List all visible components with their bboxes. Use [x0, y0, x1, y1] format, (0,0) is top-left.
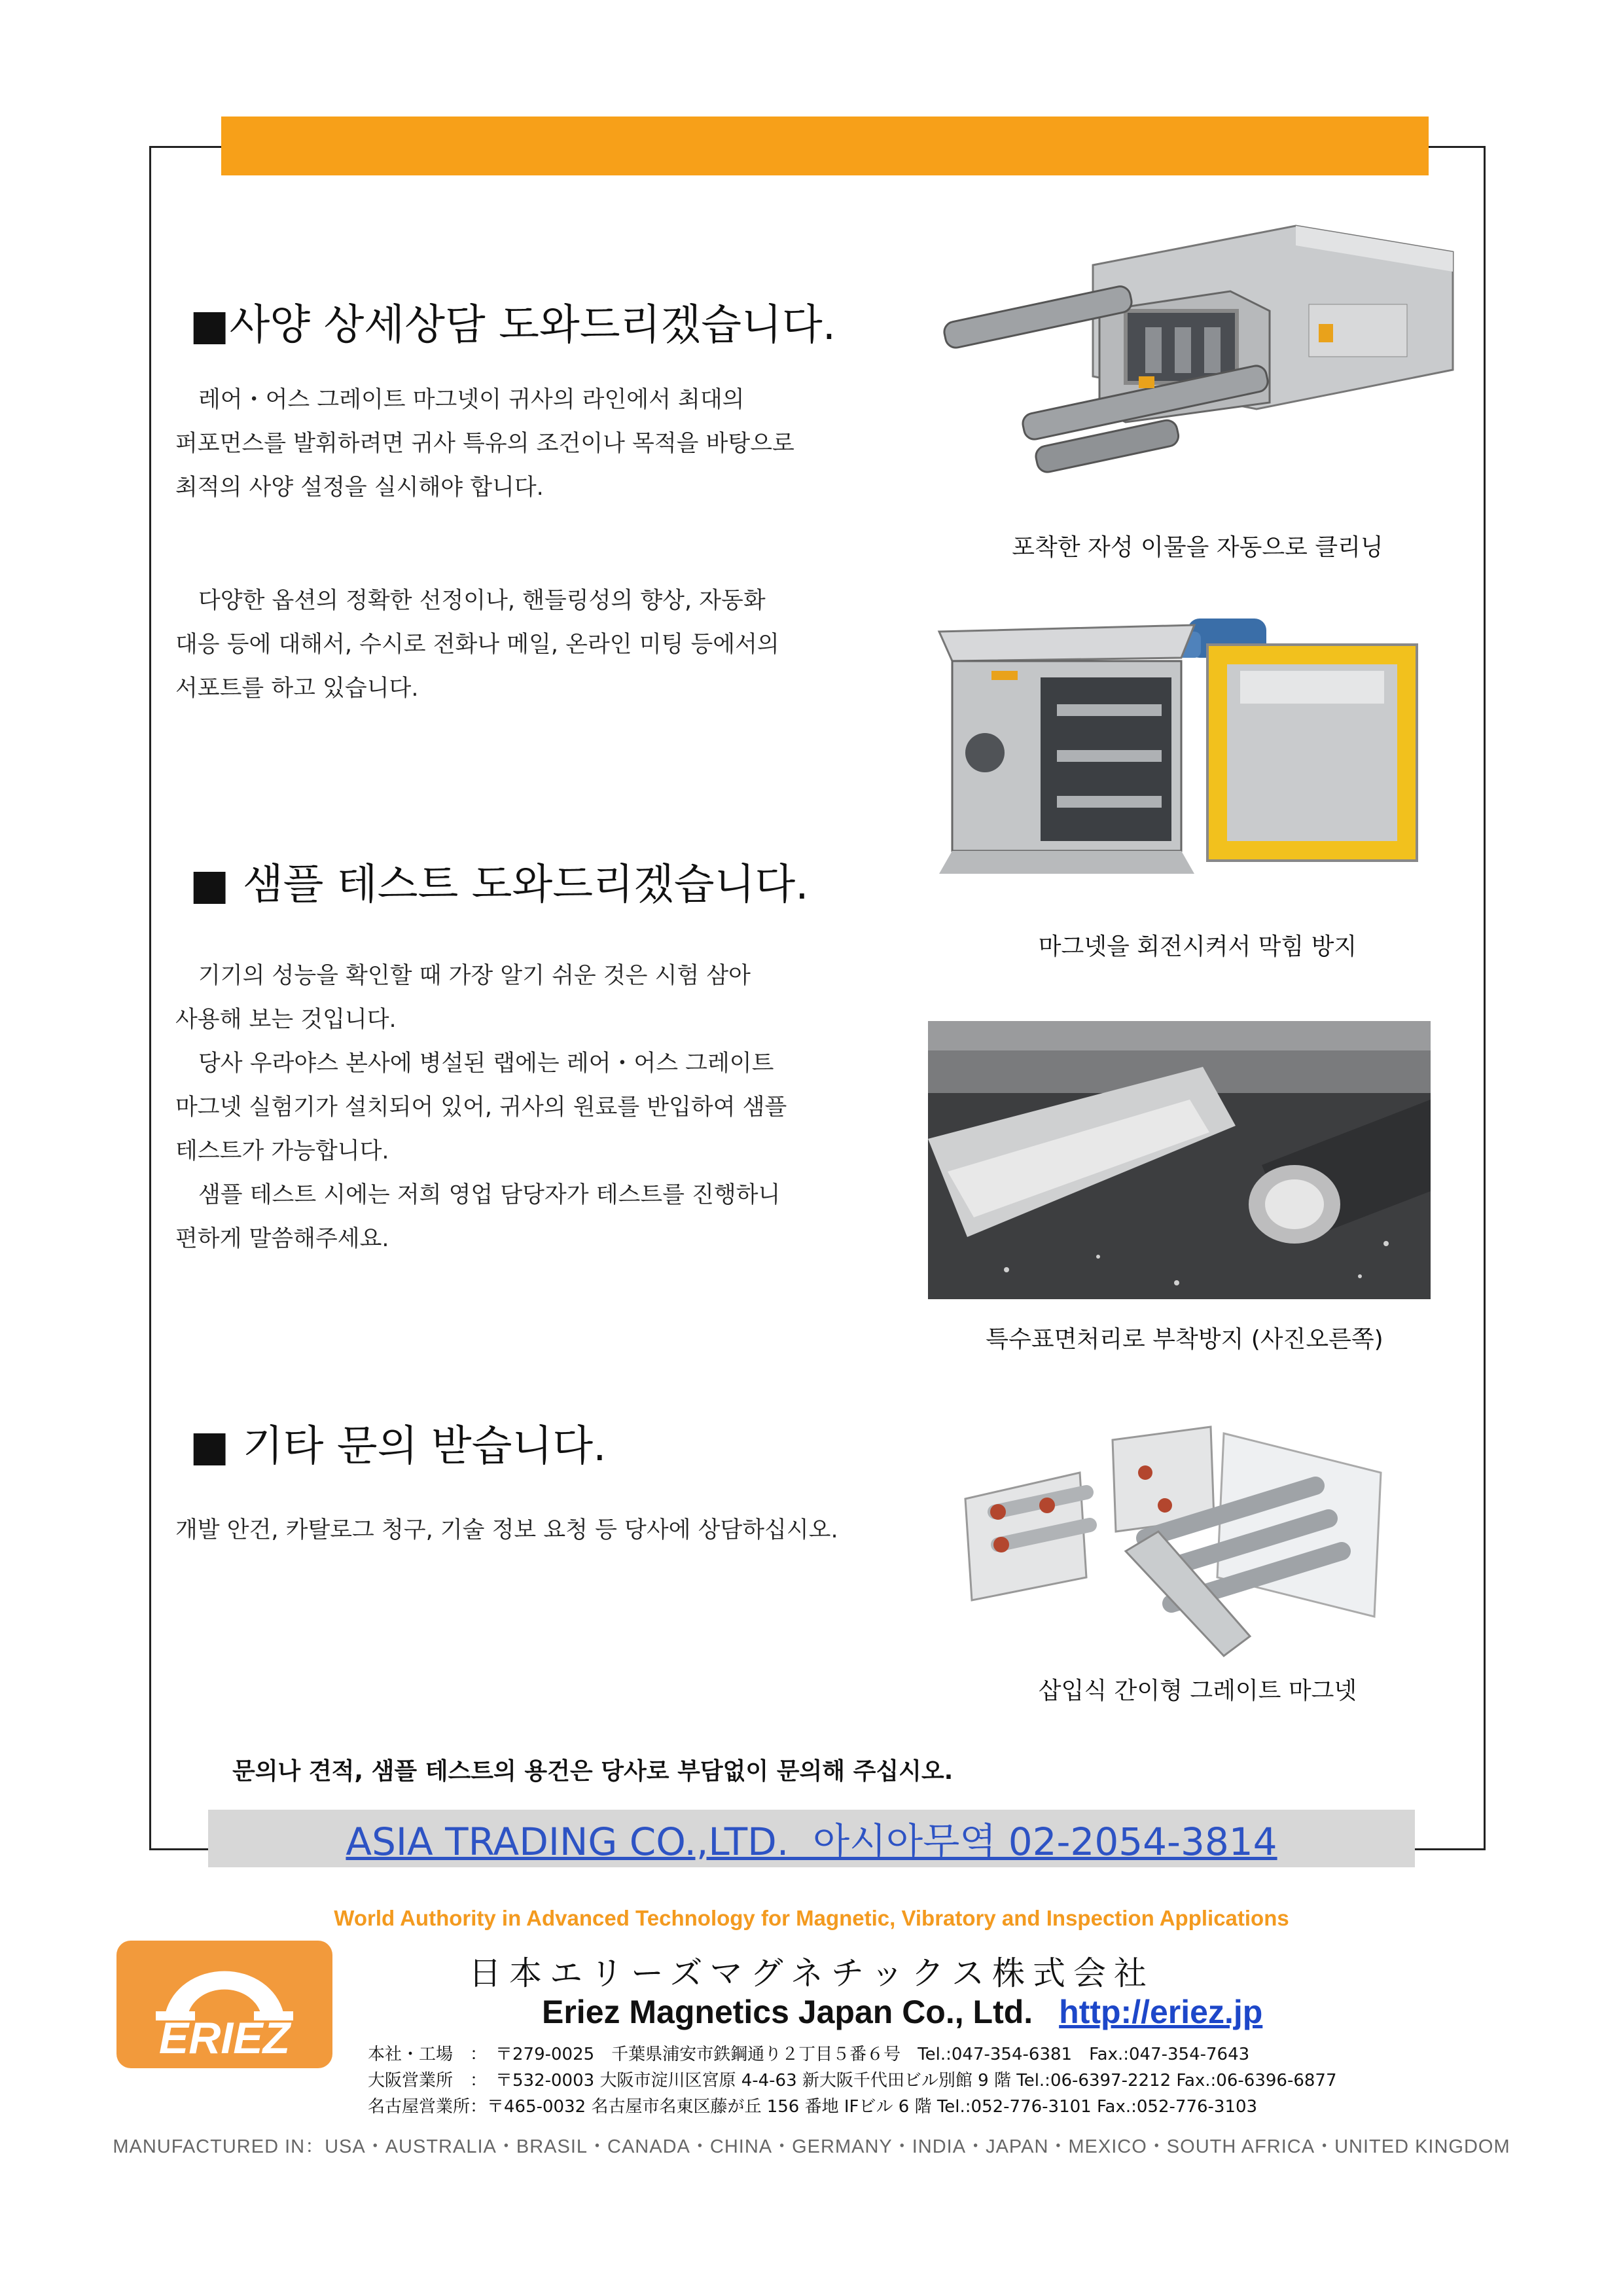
distributor-bar: [208, 1810, 1415, 1867]
paragraph-sample-test: 기기의 성능을 확인할 때 가장 알기 쉬운 것은 시험 삼아 사용해 보는 것입니다. 당사 우라야스 본사에 병설된 랩에는 레어・어스 그레이트 마그넷 실험기가 설치되어 있어, 귀사의 원료를 반입하여 샘플 테스트가 가능합니다. 샘플 테스트 시에는 저희 영업 담당자가 테스트를 진행하니 편하게 말씀해주세요.: [175, 963, 787, 1252]
photo-insertion-grate-magnet: [949, 1420, 1420, 1669]
company-name-japanese: 日本エリーズマグネチックス株式会社: [469, 1954, 1154, 1992]
paragraph-other-inquiries: 개발 안건, 카탈로그 청구, 기술 정보 요청 등 당사에 상담하십시오.: [175, 1517, 838, 1543]
company-tagline: World Authority in Advanced Technology for Magnetic, Vibratory and Inspection Applications: [334, 1906, 1289, 1930]
company-name-english-row: [542, 1993, 1262, 2031]
paragraph-spec-2: 다양한 옵션의 정확한 선정이나, 핸들링성의 향상, 자동화 대응 등에 대해서, 수시로 전화나 메일, 온라인 미팅 등에서의 서포트를 하고 있습니다.: [175, 588, 779, 702]
website-link[interactable]: http://eriez.jp: [1059, 1994, 1263, 2030]
caption-auto-cleaning: 포착한 자성 이물을 자동으로 클리닝: [1012, 534, 1383, 561]
company-name-english: Eriez Magnetics Japan Co., Ltd.: [542, 1994, 1033, 2030]
photo-rotating-magnet: [933, 605, 1430, 884]
office-address-nagoya: 名古屋営業所：〒465-0032 名古屋市名東区藤が丘 156 番地 IFビル 6 階 Tel.:052-776-3101 Fax.:052-776-3103: [368, 2097, 1258, 2117]
logo-text: ERIEZ: [158, 2013, 291, 2063]
photo-anti-adhesion-rods: [928, 1021, 1431, 1299]
inquiry-notice: 문의나 견적, 샘플 테스트의 용건은 당사로 부담없이 문의해 주십시오.: [232, 1758, 954, 1785]
office-address-osaka: 大阪営業所 ： 〒532-0003 大阪市淀川区宮原 4-4-63 新大阪千代田ビル別館 9 階 Tel.:06-6397-2212 Fax.:06-6396-6877: [368, 2071, 1337, 2090]
photo-auto-cleaning-magnet: [929, 213, 1466, 527]
caption-rotating: 마그넷을 회전시켜서 막힘 방지: [1038, 933, 1357, 960]
office-address-hq: 本社・工場 ： 〒279-0025 千葉県浦安市鉄鋼通り２丁目５番６号 Tel.:047-354-6381 Fax.:047-354-7643: [368, 2045, 1250, 2064]
distributor-contact-link[interactable]: ASIA TRADING CO.,LTD. 아시아무역 02-2054-3814: [346, 1820, 1277, 1864]
caption-insertion-grate: 삽입식 간이형 그레이트 마그넷: [1038, 1677, 1357, 1704]
section-title-other-inquiries: ■ 기타 문의 받습니다.: [190, 1422, 607, 1471]
paragraph-spec-1: 레어・어스 그레이트 마그넷이 귀사의 라인에서 최대의 퍼포먼스를 발휘하려면 귀사 특유의 조건이나 목적을 바탕으로 최적의 사양 설정을 실시해야 합니다.: [175, 387, 794, 501]
caption-anti-adhesion: 특수표면처리로 부착방지 (사진오른쪽): [986, 1326, 1383, 1353]
header-accent-bar: [221, 117, 1429, 175]
section-title-spec-consult: ■사양 상세상담 도와드리겠습니다.: [190, 301, 836, 350]
manufacturing-countries: MANUFACTURED IN：USA・AUSTRALIA・BRASIL・CANADA・CHINA・GERMANY・INDIA・JAPAN・MEXICO・SOUTH AFRICA・UNITED KINGDOM: [113, 2136, 1510, 2157]
section-title-sample-test: ■ 샘플 테스트 도와드리겠습니다.: [190, 861, 809, 909]
